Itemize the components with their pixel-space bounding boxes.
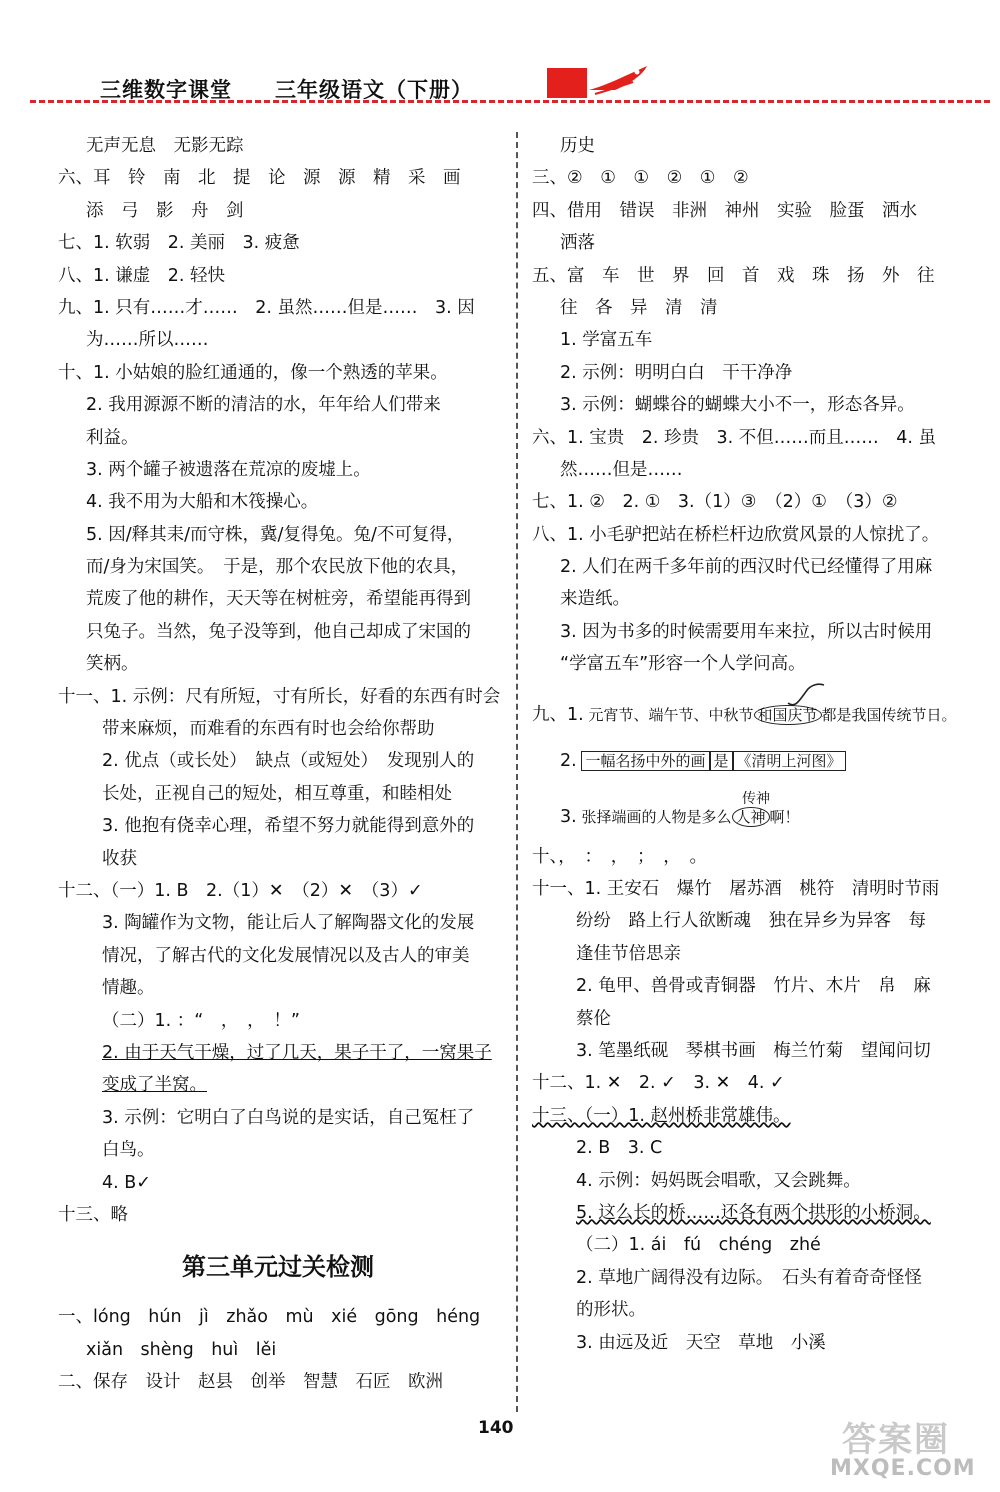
answer-line xyxy=(58,681,501,713)
answer-text: 九、1. 只有……才…… 2. 虽然……但是…… 3. 因 xyxy=(58,297,475,318)
answer-text: 2. 我用源源不断的清洁的水，年年给人们带来 xyxy=(86,395,441,416)
nine-item-1 xyxy=(532,699,957,731)
answer-line xyxy=(532,1132,972,1164)
answer-text: 十一、1. 王安石 爆竹 屠苏酒 桃符 清明时节雨 xyxy=(532,879,940,900)
boxed-phrase: 一幅名扬中外的画 xyxy=(581,751,709,771)
answer-line xyxy=(532,1067,972,1099)
answer-line xyxy=(58,875,498,907)
sentence-part: 张择端画的人物是多么 xyxy=(581,807,732,826)
red-logo-block xyxy=(547,68,587,98)
answer-text: 荒废了他的耕作，天天等在树桩旁，希望能再得到 xyxy=(86,589,471,610)
answer-line xyxy=(58,1037,498,1069)
answer-text: xiǎn shèng huì lěi xyxy=(86,1339,277,1360)
header-dashed-rule xyxy=(30,100,990,103)
answer-text: 3. 他抱有侥幸心理，希望不努力就能得到意外的 xyxy=(102,816,475,837)
answer-line xyxy=(532,1294,972,1326)
item-label: 2. xyxy=(560,750,577,771)
answer-line xyxy=(58,648,498,680)
answer-line xyxy=(58,551,498,583)
answer-line xyxy=(58,1167,498,1199)
answer-text: 2. 由于天气干燥，过了几天，果子干了，一窝果子 xyxy=(102,1042,492,1063)
answer-text: 3. 示例：蝴蝶谷的蝴蝶大小不一，形态各异。 xyxy=(560,395,915,416)
answer-text: 为……所以…… xyxy=(86,330,209,351)
answer-text: 长处，正视自己的短处，相互尊重，和睦相处 xyxy=(102,783,452,804)
item-label: 九、1. xyxy=(532,704,584,725)
insertion-mark: 传神 xyxy=(742,790,770,807)
answer-line xyxy=(532,648,972,680)
sentence-part: 都是我国传统节日。 xyxy=(821,705,957,724)
answer-line xyxy=(532,1035,972,1067)
answer-line xyxy=(58,745,498,777)
answer-line xyxy=(58,422,498,454)
answer-line xyxy=(532,583,972,615)
answer-line xyxy=(58,972,498,1004)
answer-text: 4. 我不用为大船和木筏操心。 xyxy=(86,492,319,513)
answer-text: 2. 龟甲、兽骨或青铜器 竹片、木片 帛 麻 xyxy=(576,976,931,997)
answer-line xyxy=(58,843,498,875)
answer-text: 二、保存 设计 赵县 创举 智慧 石匠 欧洲 xyxy=(58,1372,443,1393)
answer-line xyxy=(58,907,498,939)
answer-text: 白鸟。 xyxy=(102,1140,155,1161)
answer-line xyxy=(58,1366,498,1398)
answer-text: 而/身为宋国笑。 于是，那个农民放下他的农具， xyxy=(86,557,469,578)
answer-line xyxy=(532,905,972,937)
answer-text: 3. 笔墨纸砚 琴棋书画 梅兰竹菊 望闻问切 xyxy=(576,1040,931,1061)
answer-text: 十二、（一）1. B 2.（1）✕ （2）✕ （3）✓ xyxy=(58,880,423,901)
answer-text: 三、② ① ① ② ① ② xyxy=(532,168,749,189)
answer-line xyxy=(532,227,972,259)
answer-line xyxy=(532,130,972,162)
rocket-icon xyxy=(585,60,655,100)
boxed-phrase: 《清明上河图》 xyxy=(733,751,846,771)
answer-line xyxy=(58,519,498,551)
answer-text: “学富五车”形容一个人学问高。 xyxy=(560,654,806,675)
answer-line xyxy=(58,778,498,810)
answer-line xyxy=(532,873,972,905)
answer-text: （二）1. ái fú chéng zhé xyxy=(576,1235,821,1256)
answer-text: 蔡伦 xyxy=(576,1008,611,1029)
answer-text: 然……但是…… xyxy=(560,459,683,480)
watermark-logo xyxy=(822,1412,992,1488)
answer-line xyxy=(532,422,972,454)
item-label: 3. xyxy=(560,806,577,827)
answer-line xyxy=(532,970,972,1002)
sentence-part: 啊！ xyxy=(769,807,800,826)
answer-line xyxy=(58,1334,498,1366)
answer-text: 3. 陶罐作为文物，能让后人了解陶器文化的发展 xyxy=(102,913,475,934)
answer-line xyxy=(58,1199,498,1231)
answer-text: 往 各 异 清 清 xyxy=(560,297,718,318)
answer-text: 2. 人们在两千多年前的西汉时代已经懂得了用麻 xyxy=(560,557,933,578)
answer-text: 六、1. 宝贵 2. 珍贵 3. 不但……而且…… 4. 虽 xyxy=(532,427,937,448)
circled-phrase: 人神 xyxy=(732,807,770,827)
answer-text: 一、lóng hún jì zhǎo mù xié gōng héng xyxy=(58,1307,481,1328)
watermark-title: 答案圈 xyxy=(842,1420,950,1460)
answer-line xyxy=(58,324,498,356)
answer-line xyxy=(58,1301,498,1333)
answer-line xyxy=(532,162,972,194)
right-column xyxy=(532,130,972,1359)
answer-text: 八、1. 谦虚 2. 轻快 xyxy=(58,265,226,286)
answer-line xyxy=(58,1102,498,1134)
answer-text: 3. 由远及近 天空 草地 小溪 xyxy=(576,1332,826,1353)
answer-line xyxy=(58,454,498,486)
answer-text: 3. 因为书多的时候需要用车来拉，所以古时候用 xyxy=(560,621,933,642)
answer-text: 洒落 xyxy=(560,233,595,254)
unit-heading: 第三单元过关检测 xyxy=(182,1253,374,1282)
answer-line xyxy=(58,195,498,227)
answer-text: 1. 学富五车 xyxy=(560,330,653,351)
answer-line xyxy=(58,227,498,259)
answer-text: 七、1. 软弱 2. 美丽 3. 疲惫 xyxy=(58,233,300,254)
answer-text: 十二、1. ✕ 2. ✓ 3. ✕ 4. ✓ xyxy=(532,1073,785,1094)
answer-text: 2. B 3. C xyxy=(576,1138,663,1159)
nine-item-2 xyxy=(560,745,846,777)
answer-text: 5. 这么长的桥……还各有两个拱形的小桥洞。 xyxy=(576,1202,931,1223)
answer-text: 3. 示例：它明白了白鸟说的是实话，自己冤枉了 xyxy=(102,1107,475,1128)
left-column xyxy=(58,130,501,1398)
circled-phrase: 和国庆节 xyxy=(754,705,822,725)
answer-text: 五、富 车 世 界 回 首 戏 珠 扬 外 往 xyxy=(532,265,935,286)
answer-line xyxy=(58,1134,498,1166)
answer-line xyxy=(58,1005,498,1037)
answer-text: 4. B✓ xyxy=(102,1172,151,1193)
answer-text: 3. 两个罐子被遗落在荒凉的废墟上。 xyxy=(86,459,371,480)
page-header xyxy=(0,0,1000,110)
answer-text: 变成了半窝。 xyxy=(102,1075,207,1096)
answer-text: 历史 xyxy=(560,136,595,156)
answer-text: 2. 示例：明明白白 干干净净 xyxy=(560,362,793,383)
answer-line xyxy=(532,1100,972,1132)
boxed-phrase: 是 xyxy=(710,751,733,771)
answer-line xyxy=(58,130,498,162)
column-divider xyxy=(516,132,518,1412)
answer-text: 十三、略 xyxy=(58,1204,128,1225)
answer-text: 添 弓 影 舟 剑 xyxy=(86,200,244,221)
answer-text: 无声无息 无影无踪 xyxy=(86,136,244,156)
page-number: 140 xyxy=(478,1418,514,1438)
answer-line xyxy=(532,195,972,227)
series-title: 三维数字课堂 xyxy=(100,78,232,102)
answer-text: 十、， ： ， ； ， 。 xyxy=(532,846,707,867)
answer-line xyxy=(58,260,498,292)
answer-text: 情况，了解古代的文化发展情况以及古人的审美 xyxy=(102,945,470,966)
answer-line xyxy=(58,940,498,972)
answer-line xyxy=(58,389,498,421)
answer-text: （二）1. ：“ ， ， ！” xyxy=(102,1010,300,1031)
answer-line xyxy=(532,389,972,421)
answer-line xyxy=(532,1165,972,1197)
answer-line xyxy=(532,260,972,292)
answer-line xyxy=(532,1197,972,1229)
answer-line xyxy=(532,1229,972,1261)
answer-text: 七、1. ② 2. ① 3.（1）③ （2）① （3）② xyxy=(532,492,898,513)
book-title: 三年级语文（下册） xyxy=(275,78,473,102)
answer-text: 情趣。 xyxy=(102,978,155,999)
sentence-part: 元宵节、端午节、中秋节 xyxy=(588,705,754,724)
answer-line xyxy=(532,551,972,583)
answer-line xyxy=(58,713,498,745)
answer-line xyxy=(532,1327,972,1359)
answer-line xyxy=(58,292,498,324)
answer-text: 笑柄。 xyxy=(86,654,139,675)
answer-line xyxy=(58,583,498,615)
answer-text: 4. 示例：妈妈既会唱歌，又会跳舞。 xyxy=(576,1170,861,1191)
answer-text: 四、借用 错误 非洲 神州 实验 脸蛋 洒水 xyxy=(532,200,917,221)
handwritten-tick-mark xyxy=(782,681,842,711)
answer-line xyxy=(58,810,498,842)
answer-text: 来造纸。 xyxy=(560,589,630,610)
answer-line xyxy=(58,357,498,389)
answer-line xyxy=(532,616,972,648)
answer-text: 利益。 xyxy=(86,427,139,448)
answer-line xyxy=(532,938,972,970)
answer-text: 带来麻烦，而难看的东西有时也会给你帮助 xyxy=(102,719,435,740)
answer-text: 纷纷 路上行人欲断魂 独在异乡为异客 每 xyxy=(576,911,926,932)
answer-line xyxy=(58,162,498,194)
answer-text: 只兔子。当然，兔子没等到，他自己却成了宋国的 xyxy=(86,621,471,642)
section-nine xyxy=(532,681,972,841)
answer-line xyxy=(532,357,972,389)
answer-line xyxy=(58,1069,498,1101)
answer-line xyxy=(532,519,972,551)
answer-text: 八、1. 小毛驴把站在桥栏杆边欣赏风景的人惊扰了。 xyxy=(532,524,940,545)
answer-line xyxy=(532,841,972,873)
answer-line xyxy=(532,292,972,324)
answer-line xyxy=(532,1262,972,1294)
answer-text: 5. 因/释其耒/而守株，冀/复得兔。兔/不可复得， xyxy=(86,524,465,545)
watermark-url: MXQE.COM xyxy=(830,1456,976,1481)
answer-text: 十、1. 小姑娘的脸红通通的，像一个熟透的苹果。 xyxy=(58,362,448,383)
answer-text: 逢佳节倍思亲 xyxy=(576,943,681,964)
answer-text: 的形状。 xyxy=(576,1300,646,1321)
nine-item-3 xyxy=(560,801,800,833)
answer-line xyxy=(532,1003,972,1035)
answer-text: 六、耳 铃 南 北 提 论 源 源 精 采 画 xyxy=(58,168,461,189)
answer-line xyxy=(532,454,972,486)
answer-text: 十一、1. 示例：尺有所短，寸有所长，好看的东西有时会 xyxy=(58,686,501,707)
answer-line xyxy=(58,486,498,518)
answer-line xyxy=(58,616,498,648)
answer-text: 收获 xyxy=(102,848,137,869)
answer-text: 十三、（一）1. 赵州桥非常雄伟。 xyxy=(532,1105,791,1126)
answer-line xyxy=(532,486,972,518)
answer-text: 2. 优点（或长处） 缺点（或短处） 发现别人的 xyxy=(102,751,475,772)
answer-line xyxy=(532,324,972,356)
answer-text: 2. 草地广阔得没有边际。 石头有着奇奇怪怪 xyxy=(576,1267,923,1288)
